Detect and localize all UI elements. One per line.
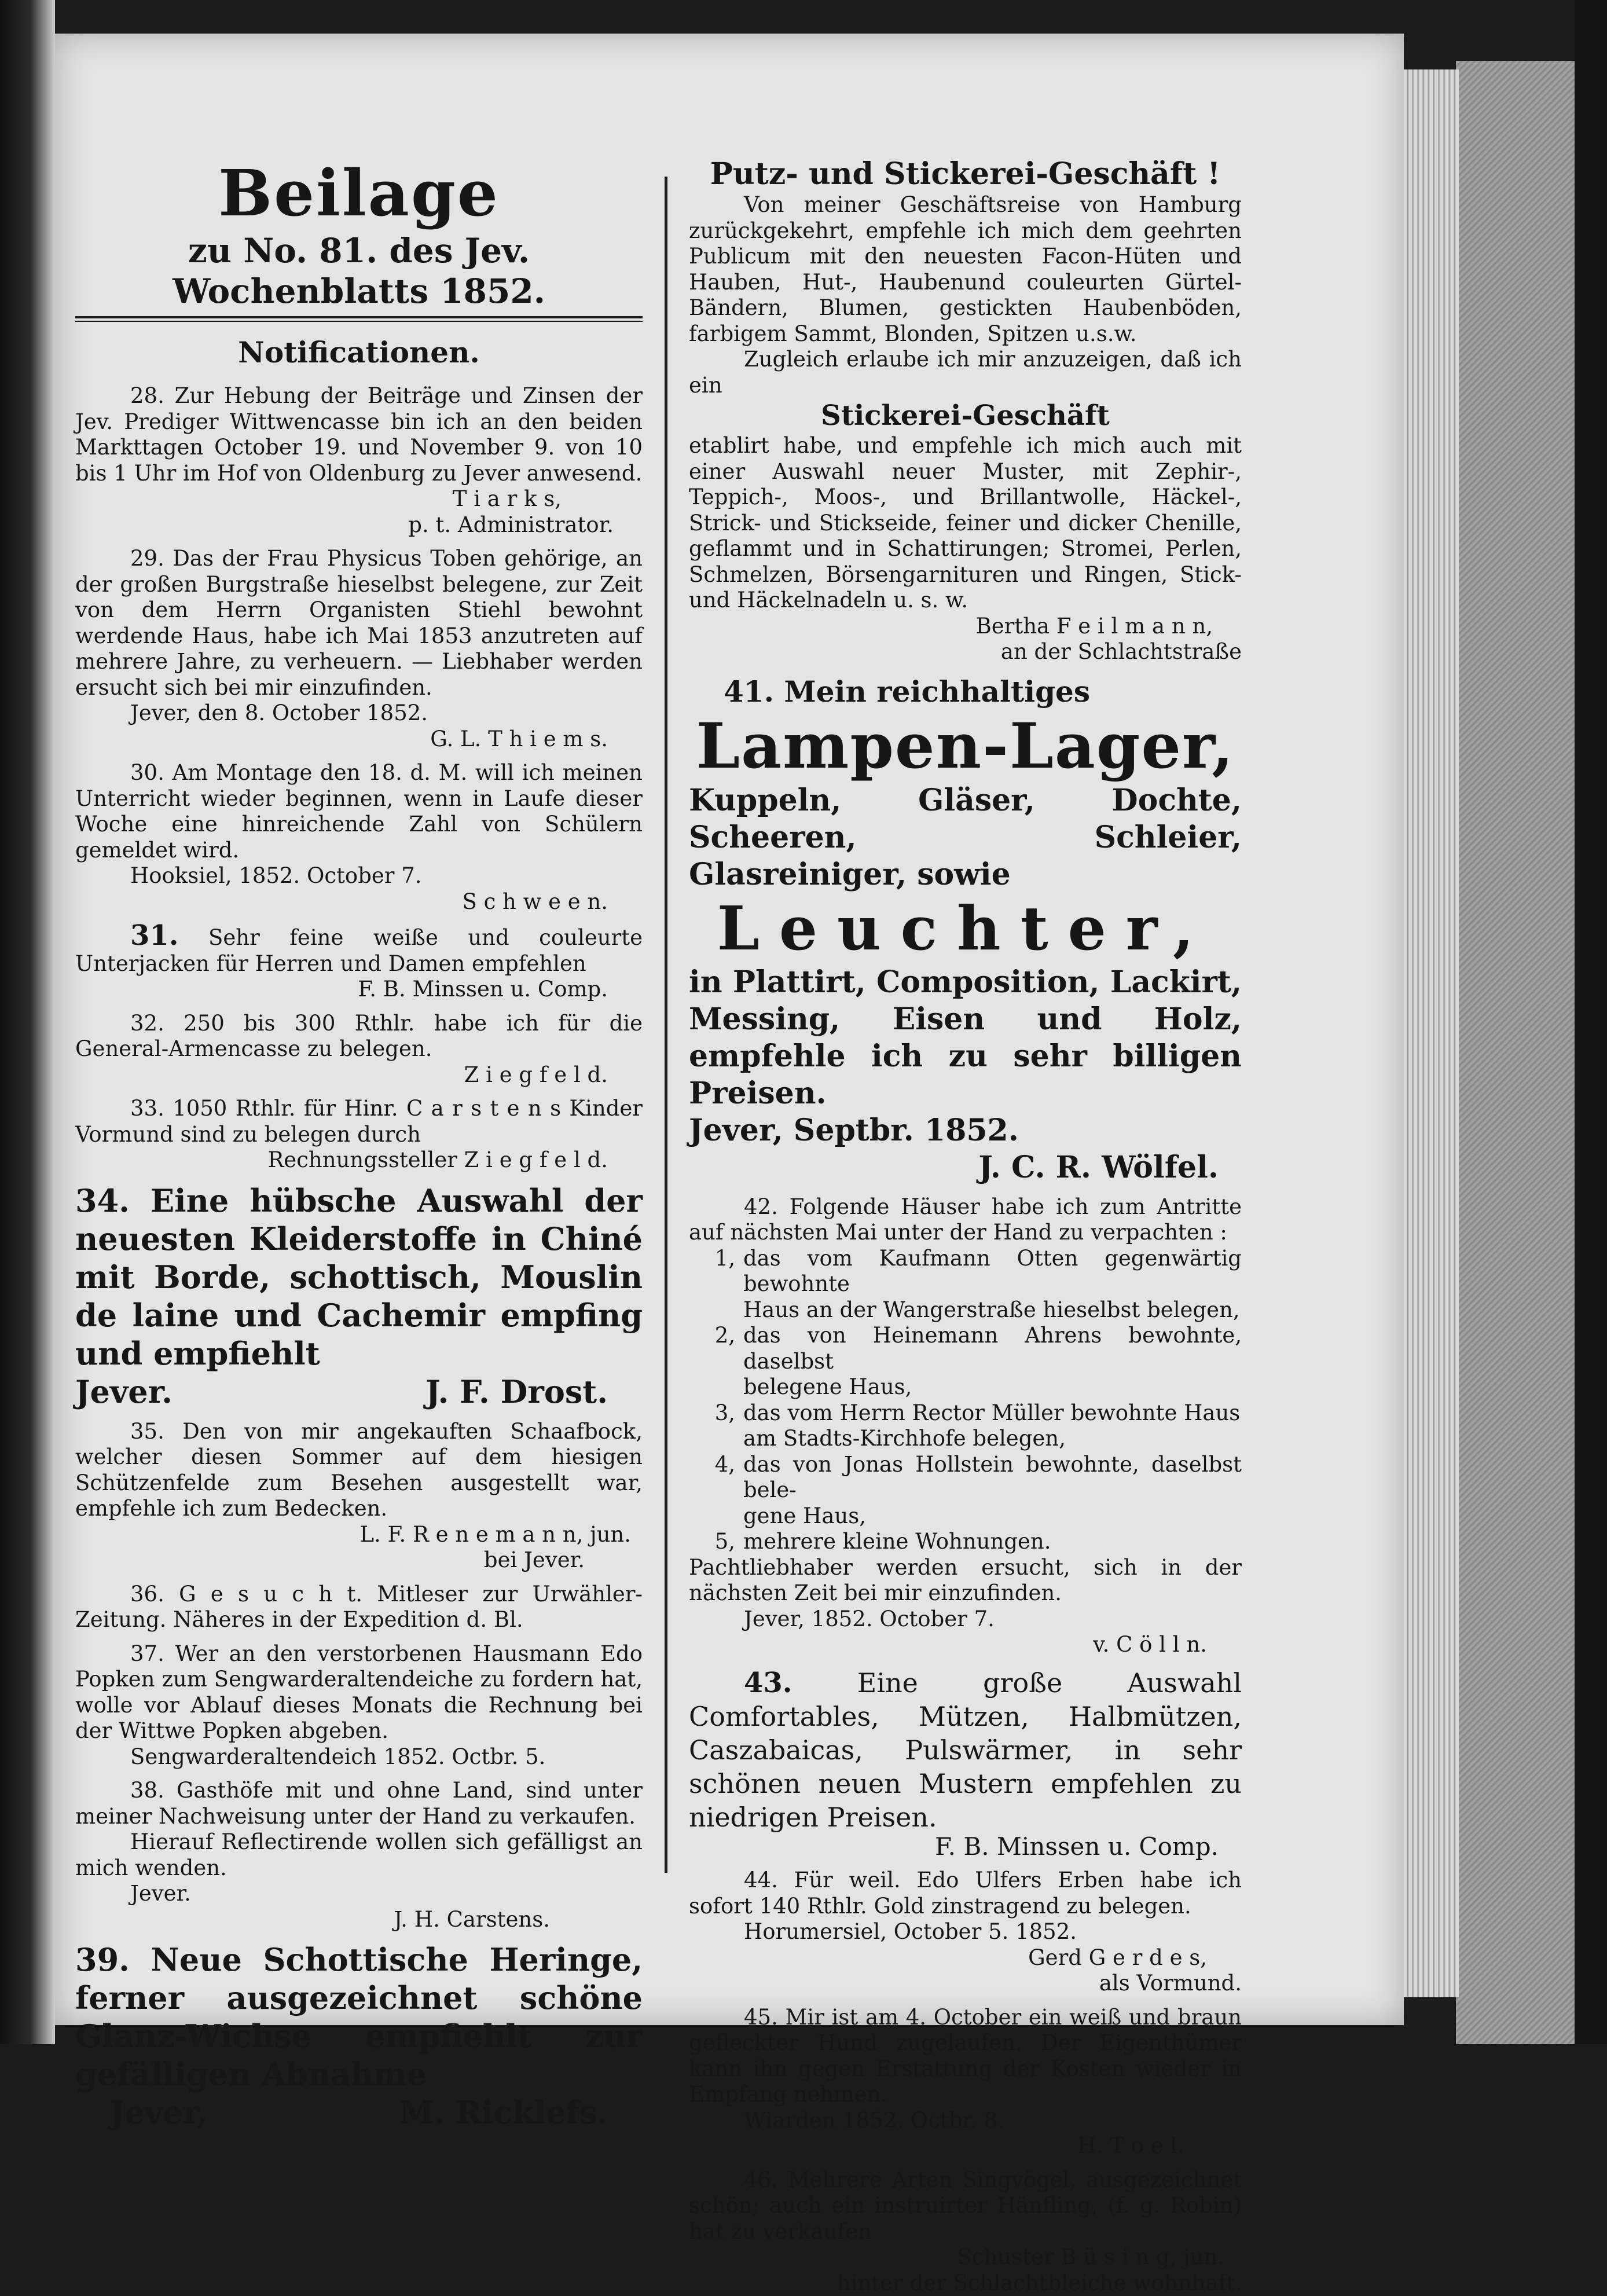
notice-31-signature: F. B. Minssen u. Comp. — [75, 977, 643, 1003]
notice-33: 33. 1050 Rthlr. für Hinr. C a r s t e n s Kinder Vormund sind zu belegen durch — [75, 1096, 643, 1147]
notice-46: 46. Mehrere Arten Singvögel, ausgezeichnet schön; auch ein instruirter Hänfling, (f. g. Robin) hat zu verkaufen — [689, 2167, 1242, 2245]
notice-30: 30. Am Montage den 18. d. M. will ich meinen Unterricht wieder beginnen, wenn in Laufe dieser Woche eine hinreichende Zahl von Schülern gemeldet wird. — [75, 760, 643, 863]
putz-text: Von meiner Geschäftsreise von Hamburg zurückgekehrt, empfehle ich mich dem geehrten Publicum mit den neuesten Facon-Hüten und Hauben, Hut-, Haubenund couleurten Gürtel-Bändern, Blumen, gestickten Haubenböden, farbigem Sammt, Blonden, Spitzen u.s.w. — [689, 192, 1242, 347]
notice-32-signature: Z i e g f e l d. — [75, 1062, 643, 1088]
list-item: 3, das vom Herrn Rector Müller bewohnte Haus — [689, 1400, 1242, 1426]
notice-41-lampen-lager: Lampen-Lager, — [689, 710, 1242, 782]
right-column — [689, 156, 1242, 2296]
notice-39-footer — [75, 2093, 643, 2132]
stickerei-signature-address: an der Schlachtstraße — [689, 639, 1242, 665]
notice-28-signature: T i a r k s, — [75, 486, 643, 512]
list-item-continuation: belegene Haus, — [689, 1374, 1242, 1400]
stickerei-text: etablirt habe, und empfehle ich mich auch mit einer Auswahl neuer Muster, mit Zephir-, Teppich-, Moos-, und Brillantwolle, Häckel-, Strick- und Stickseide, feiner und dicker Chenille, geflammt und in Schattirungen; Stromei, Perlen, Schmelzen, Börsengarnituren und Ringen, Stick- und Häckelnadeln u. s. w. — [689, 433, 1242, 614]
notice-34-footer — [75, 1373, 643, 1411]
masthead-rule — [75, 316, 643, 318]
notice-30-signature: S c h w e e n. — [75, 889, 643, 915]
notice-29-signature: G. L. T h i e m s. — [75, 727, 643, 753]
notice-38-place: Jever. — [130, 1881, 191, 1907]
list-item: 4, das von Jonas Hollstein bewohnte, daselbst bele- — [689, 1452, 1242, 1503]
notice-35-signature-place: bei Jever. — [75, 1547, 643, 1574]
notice-44-signature: Gerd G e r d e s, — [689, 1945, 1242, 1971]
notice-34-place: Jever. — [75, 1373, 173, 1411]
notice-43-signature: F. B. Minssen u. Comp. — [689, 1834, 1242, 1860]
list-item: 2, das von Heinemann Ahrens bewohnte, daselbst — [689, 1323, 1242, 1374]
notice-38-footer — [75, 1881, 643, 1907]
notice-44-signature-title: als Vormund. — [689, 1971, 1242, 1997]
notice-38: 38. Gasthöfe mit und ohne Land, sind unter meiner Nachweisung unter der Hand zu verkaufen. — [75, 1778, 643, 1829]
notice-43-text: Eine große Auswahl Comfortables, Mützen, Halbmützen, Caszabaicas, Pulswärmer, in sehr schönen neuen Mustern empfehlen zu niedrigen Preisen. — [689, 1667, 1242, 1833]
notice-34: 34. Eine hübsche Auswahl der neuesten Kleiderstoffe in Chiné mit Borde, schottisch, Mouslin de laine und Cachemir empfing und empfiehlt — [75, 1182, 643, 1373]
notice-29: 29. Das der Frau Physicus Toben gehörige, an der großen Burgstraße hieselbst belegene, zur Zeit von dem Herrn Organisten Stiehl bewohnt werdende Haus, habe ich Mai 1853 anzutreten auf mehrere Jahre, zu verheuern. — Liebhaber werden ersucht sich bei mir einzufinden. — [75, 546, 643, 700]
masthead-subtitle: zu No. 81. des Jev. Wochenblatts 1852. — [75, 230, 643, 311]
notice-44-place: Horumersiel, October 5. 1852. — [689, 1919, 1242, 1945]
notice-39-place: Jever, — [110, 2093, 208, 2132]
notice-38-continuation: Hierauf Reflectirende wollen sich gefälligst an mich wenden. — [75, 1829, 643, 1881]
notice-31-text: Sehr feine weiße und couleurte Unterjacken für Herren und Damen empfehlen — [75, 925, 643, 976]
notice-43 — [689, 1666, 1242, 1834]
putz-text-2: Zugleich erlaube ich mir anzuzeigen, daß ich ein — [689, 347, 1242, 398]
notice-28-signature-title: p. t. Administrator. — [75, 512, 643, 538]
notice-43-number: 43. — [744, 1667, 793, 1699]
notice-39-signature: M. Ricklefs. — [399, 2093, 608, 2132]
notice-41-intro: 41. Mein reichhaltiges — [689, 673, 1242, 710]
notice-45: 45. Mir ist am 4. October ein weiß und braun gefleckter Hund zugelaufen. Der Eigenthümer kann ihn gegen Erstattung der Kosten wieder in Empfang nehmen. — [689, 2005, 1242, 2108]
stickerei-heading: Stickerei-Geschäft — [689, 398, 1242, 433]
notice-42-end: Pachtliebhaber werden ersucht, sich in der nächsten Zeit bei mir einzufinden. — [689, 1555, 1242, 1607]
list-item-continuation: gene Haus, — [689, 1503, 1242, 1530]
notice-31 — [75, 923, 643, 977]
notice-46-signature-address: hinter der Schlachtbleiche wohnhaft. — [689, 2271, 1242, 2296]
notice-37-place: Sengwarderaltendeich 1852. Octbr. 5. — [75, 1744, 643, 1770]
notice-35: 35. Den von mir angekauften Schaafbock, welcher diesen Sommer auf dem hiesigen Schützenfelde zum Besehen ausgestellt war, empfehle ich zum Bedecken. — [75, 1419, 643, 1522]
binding-shadow — [0, 0, 55, 2044]
notice-42-list — [689, 1246, 1242, 1555]
notice-39: 39. Neue Schottische Heringe, ferner ausgezeichnet schöne Glanz-Wichse empfiehlt zur gefälligen Abnahme — [75, 1941, 643, 2093]
stickerei-signature: Bertha F e i l m a n n, — [689, 614, 1242, 640]
notice-30-place: Hooksiel, 1852. October 7. — [75, 863, 643, 889]
notice-41-materials: in Plattirt, Composition, Lackirt, Messing, Eisen und Holz, empfehle ich zu sehr billigen Preisen. — [689, 964, 1242, 1112]
notice-42-signature: v. C ö l l n. — [689, 1632, 1242, 1658]
page-edges — [1404, 69, 1459, 1997]
notice-45-signature: H. T o e l. — [689, 2133, 1242, 2159]
notice-38-signature: J. H. Carstens. — [75, 1907, 643, 1933]
list-item-continuation: Haus an der Wangerstraße hieselbst belegen, — [689, 1297, 1242, 1323]
masthead-title: Beilage — [75, 156, 643, 230]
notice-41-items: Kuppeln, Gläser, Dochte, Scheeren, Schleier, Glasreiniger, sowie — [689, 782, 1242, 893]
notice-45-place: Wiarden 1852. Octbr. 8. — [689, 2108, 1242, 2134]
notice-42-place: Jever, 1852. October 7. — [689, 1607, 1242, 1633]
notice-35-signature: L. F. R e n e m a n n, jun. — [75, 1522, 643, 1548]
notice-41-signature: J. C. R. Wölfel. — [689, 1149, 1242, 1186]
section-heading: Notificationen. — [75, 333, 643, 372]
notice-28: 28. Zur Hebung der Beiträge und Zinsen der Jev. Prediger Wittwencasse bin ich an den beiden Markttagen October 19. und November 9. von 10 bis 1 Uhr im Hof von Oldenburg zu Jever anwesend. — [75, 383, 643, 486]
notice-44: 44. Für weil. Edo Ulfers Erben habe ich sofort 140 Rthlr. Gold zinstragend zu belegen. — [689, 1868, 1242, 1919]
notice-32: 32. 250 bis 300 Rthlr. habe ich für die General-Armencasse zu belegen. — [75, 1011, 643, 1062]
notice-37: 37. Wer an den verstorbenen Hausmann Edo Popken zum Sengwarderaltendeiche zu fordern hat, wolle vor Ablauf dieses Monats die Rechnung bei der Wittwe Popken abgeben. — [75, 1641, 643, 1744]
left-column — [75, 156, 643, 2132]
notice-42: 42. Folgende Häuser habe ich zum Antritte auf nächsten Mai unter der Hand zu verpachten : — [689, 1194, 1242, 1246]
notice-41-leuchter: Leuchter, — [689, 893, 1242, 964]
background-dark-edge — [1575, 0, 1607, 2044]
list-item: 5, mehrere kleine Wohnungen. — [689, 1529, 1242, 1555]
list-item-continuation: am Stadts-Kirchhofe belegen, — [689, 1426, 1242, 1452]
notice-36: 36. G e s u c h t. Mitleser zur Urwähler-Zeitung. Näheres in der Expedition d. Bl. — [75, 1582, 643, 1633]
notice-34-signature: J. F. Drost. — [425, 1373, 608, 1411]
masthead-rule-thin — [75, 321, 643, 322]
notice-41-place: Jever, Septbr. 1852. — [689, 1112, 1242, 1149]
notice-29-place: Jever, den 8. October 1852. — [75, 700, 643, 727]
putz-heading: Putz- und Stickerei-Geschäft ! — [689, 156, 1242, 192]
column-divider — [665, 177, 667, 1873]
notice-31-number: 31. — [130, 919, 179, 952]
list-item: 1, das vom Kaufmann Otten gegenwärtig bewohnte — [689, 1246, 1242, 1297]
notice-46-signature: Schuster B ü s i n g, jun. — [689, 2244, 1242, 2271]
notice-33-signature: Rechnungssteller Z i e g f e l d. — [75, 1147, 643, 1173]
